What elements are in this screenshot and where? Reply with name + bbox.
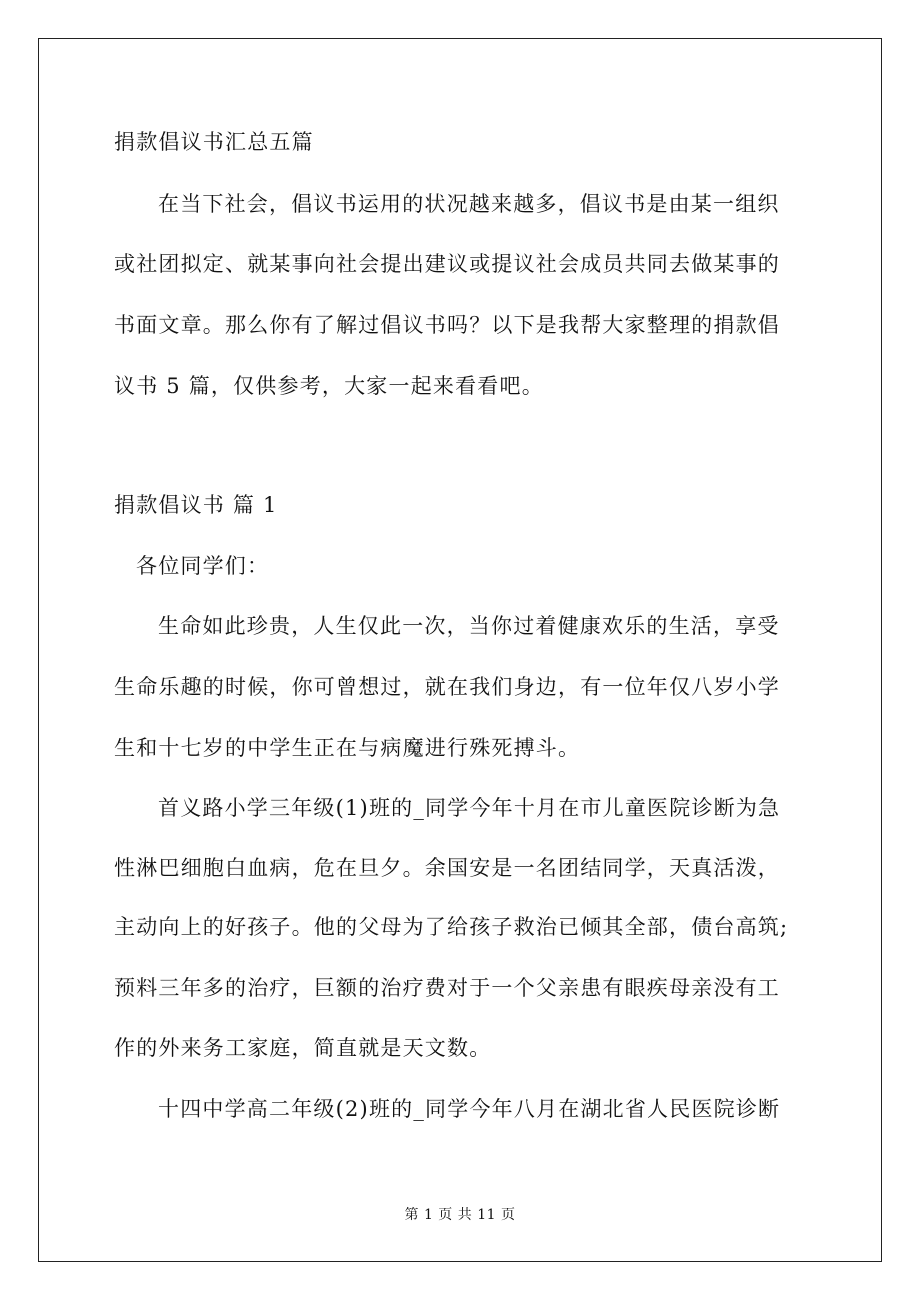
intro-line-4: 议书 5 篇，仅供参考，大家一起来看看吧。 [114, 374, 544, 398]
para1-line-3: 生和十七岁的中学生正在与病魔进行殊死搏斗。 [114, 736, 581, 760]
para3-line-1: 十四中学高二年级(2)班的_同学今年八月在湖北省人民医院诊断 [158, 1097, 781, 1121]
document-title: 捐款倡议书汇总五篇 [114, 130, 314, 154]
page-border [38, 38, 882, 1262]
section-heading: 捐款倡议书 篇 1 [114, 493, 278, 517]
para2-line-5: 作的外来务工家庭，简直就是天文数。 [114, 1036, 492, 1060]
para2-line-2: 性淋巴细胞白血病，危在旦夕。余国安是一名团结同学，天真活泼， [114, 856, 780, 880]
para1-line-2: 生命乐趣的时候，你可曾想过，就在我们身边，有一位年仅八岁小学 [114, 675, 780, 699]
intro-line-2: 或社团拟定、就某事向社会提出建议或提议社会成员共同去做某事的 [114, 252, 780, 276]
salutation: 各位同学们： [136, 554, 270, 578]
page-footer: 第 1 页 共 11 页 [404, 1207, 516, 1223]
para2-line-3: 主动向上的好孩子。他的父母为了给孩子救治已倾其全部，债台高筑; [114, 915, 789, 939]
para2-line-1: 首义路小学三年级(1)班的_同学今年十月在市儿童医院诊断为急 [158, 796, 781, 820]
intro-line-3: 书面文章。那么你有了解过倡议书吗？以下是我帮大家整理的捐款倡 [114, 313, 780, 337]
para1-line-1: 生命如此珍贵，人生仅此一次，当你过着健康欢乐的生活，享受 [158, 614, 780, 638]
intro-line-1: 在当下社会，倡议书运用的状况越来越多，倡议书是由某一组织 [158, 192, 780, 216]
para2-line-4: 预料三年多的治疗，巨额的治疗费对于一个父亲患有眼疾母亲没有工 [114, 976, 780, 1000]
